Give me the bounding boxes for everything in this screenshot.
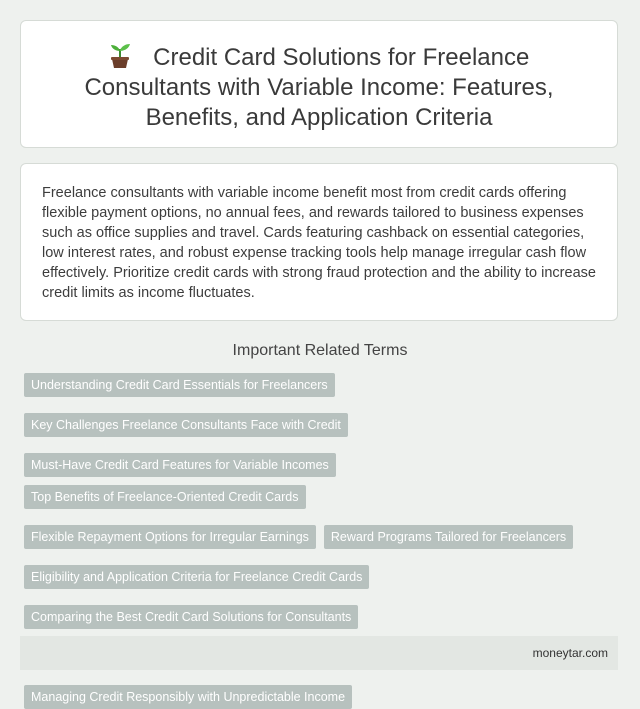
related-term-tag[interactable]: Eligibility and Application Criteria for Freelance Credit Cards — [24, 565, 369, 589]
sprout-icon — [109, 43, 131, 69]
footer-site-link[interactable]: moneytar.com — [532, 646, 608, 660]
title-wrap — [21, 43, 617, 133]
related-term-tag[interactable]: Managing Credit Responsibly with Unpredictable Income — [24, 685, 352, 709]
related-term-tag[interactable]: Understanding Credit Card Essentials for Freelancers — [24, 373, 335, 397]
title-card — [20, 20, 618, 148]
related-term-tag[interactable]: Must-Have Credit Card Features for Variable Incomes — [24, 453, 336, 477]
related-term-tag[interactable]: Flexible Repayment Options for Irregular Earnings — [24, 525, 316, 549]
related-term-tag[interactable]: Key Challenges Freelance Consultants Face with Credit — [24, 413, 348, 437]
summary-card — [20, 163, 618, 321]
footer — [20, 636, 618, 670]
related-term-tag[interactable]: Top Benefits of Freelance-Oriented Credit Cards — [24, 485, 306, 509]
page-title: Credit Card Solutions for Freelance Consultants with Variable Income: Features, Benefits, and Application Criteria — [84, 44, 554, 131]
summary-text: Freelance consultants with variable income benefit most from credit cards offering flexible payment options, no annual fees, and rewards tailored to business expenses such as office supplies and travel. Cards featuring cashback on essential categories, low interest rates, and robust expense tracking tools help manage irregular cash flow effectively. Prioritize credit cards with strong fraud protection and the ability to increase credit limits as income fluctuates. — [42, 185, 596, 301]
related-term-tag[interactable]: Comparing the Best Credit Card Solutions for Consultants — [24, 605, 358, 629]
related-terms-heading: Important Related Terms — [232, 342, 408, 359]
related-term-tag[interactable]: Reward Programs Tailored for Freelancers — [324, 525, 573, 549]
